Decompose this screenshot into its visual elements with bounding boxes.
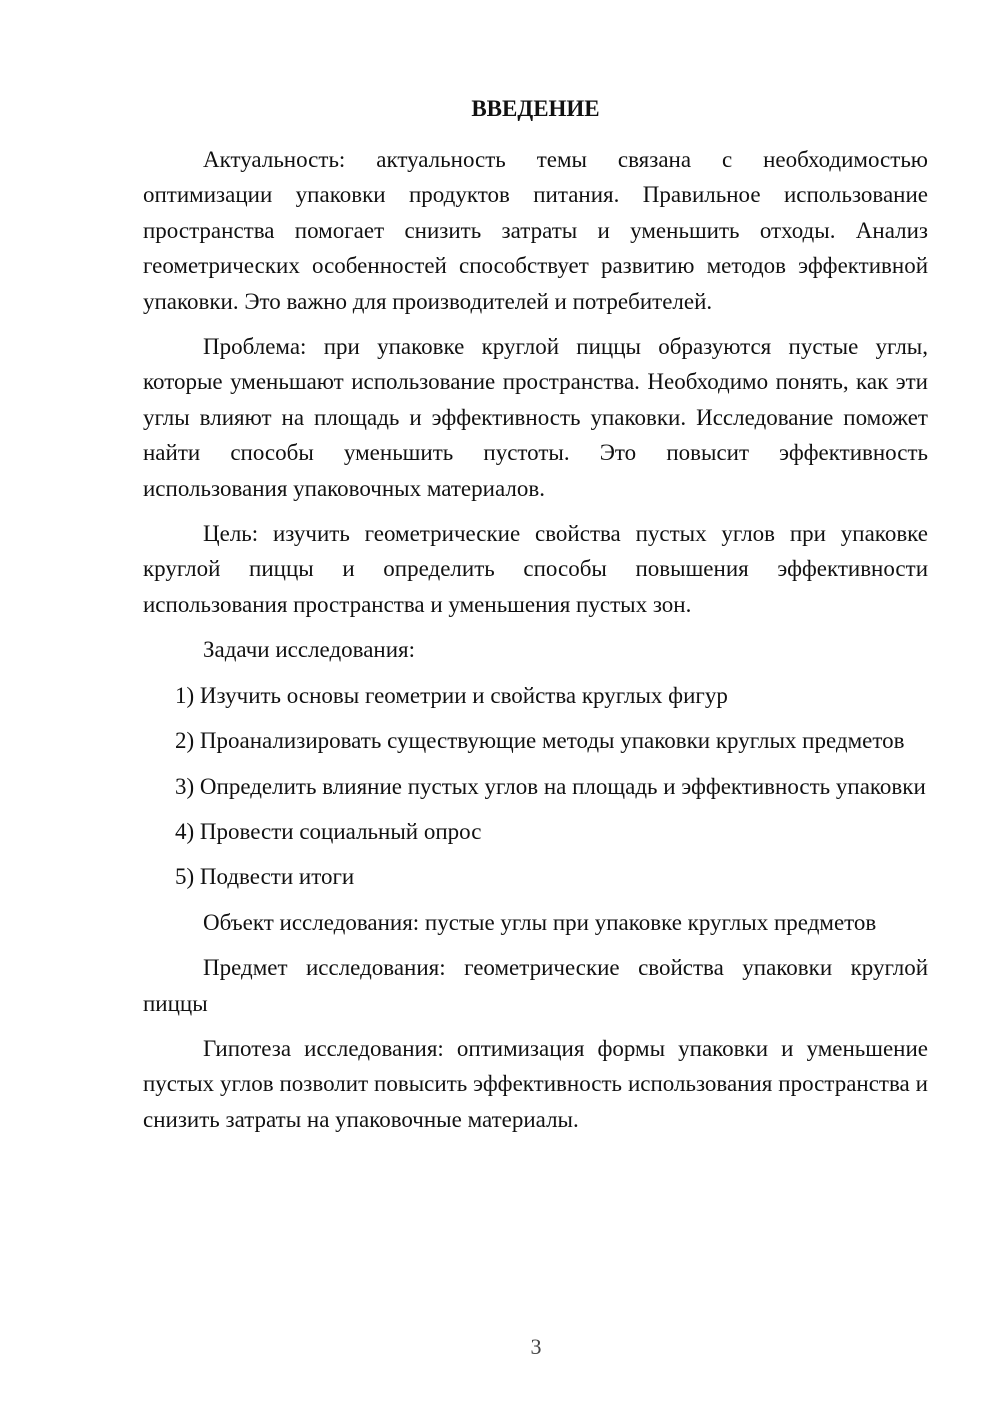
paragraph-relevance: Актуальность: актуальность темы связана с необходимостью оптимизации упаковки продуктов питания. Правильное использование пространства помогает снизить затраты и уменьшить отходы. Анализ геометрических особенностей способствует развитию методов эффективной упаковки. Это важно для производителей и потребителей. <box>143 147 928 314</box>
paragraph-object: Объект исследования: пустые углы при упаковке круглых предметов <box>203 909 877 935</box>
page-number: 3 <box>530 1334 542 1359</box>
paragraph-goal: Цель: изучить геометрические свойства пустых углов при упаковке круглой пиццы и определить способы повышения эффективности использования пространства и уменьшения пустых зон. <box>143 521 928 617</box>
task-item: 3) Определить влияние пустых углов на площадь и эффективность упаковки <box>175 773 926 799</box>
tasks-heading: Задачи исследования: <box>203 637 416 663</box>
task-item: 5) Подвести итоги <box>175 864 355 890</box>
paragraph-subject: Предмет исследования: геометрические свойства упаковки круглой пиццы <box>143 955 928 1016</box>
task-item: 2) Проанализировать существующие методы упаковки круглых предметов <box>175 728 905 754</box>
paragraph-hypothesis: Гипотеза исследования: оптимизация формы упаковки и уменьшение пустых углов позволит повысить эффективность использования пространства и снизить затраты на упаковочные материалы. <box>143 1035 928 1132</box>
paragraph-problem: Проблема: при упаковке круглой пиццы образуются пустые углы, которые уменьшают использование пространства. Необходимо понять, как эти углы влияют на площадь и эффективность упаковки. Исследование поможет найти способы уменьшить пустоты. Это повысит эффективность использования упаковочных материалов. <box>143 334 928 501</box>
task-item: 4) Провести социальный опрос <box>175 818 482 844</box>
page-title: ВВЕДЕНИЕ <box>471 96 600 121</box>
task-item: 1) Изучить основы геометрии и свойства круглых фигур <box>175 682 728 708</box>
document-page <box>143 92 928 1147</box>
